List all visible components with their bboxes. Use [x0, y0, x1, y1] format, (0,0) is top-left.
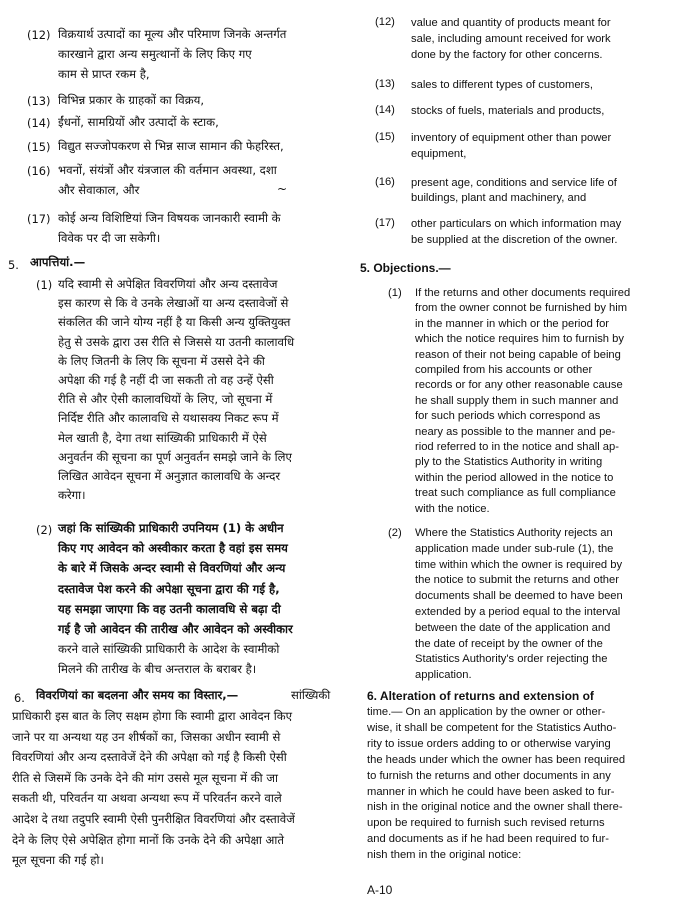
item-number: (17)	[27, 212, 51, 226]
subrule-text-line: निर्दिष्ट रीति और कालावधि से यथासक्य निकट रूप में	[58, 411, 279, 426]
subrule-text-line: in the manner in which or the period for	[415, 317, 610, 330]
item-text-line: काम से प्राप्त रकम है,	[58, 67, 150, 81]
subrule-text-line: documents shall be deemed to have been	[415, 590, 623, 603]
subrule-text-line: the date of receipt by the owner of the	[415, 637, 603, 650]
item-number: (12)	[375, 16, 395, 28]
item-text-line: buildings, plant and machinery, and	[411, 192, 587, 204]
item-text-line: be supplied at the discretion of the owner.	[411, 234, 618, 246]
section-6-heading: 6. Alteration of returns and extension of	[367, 689, 594, 703]
subrule-text-line: Statistics Authority's order rejecting the	[415, 653, 608, 666]
item-number: (16)	[27, 164, 51, 178]
section-text-line: रीति से जिसमें कि उनके देने की मांग उससे मूल सूचना में की जा	[12, 770, 278, 785]
item-text-line: done by the factory for other concerns.	[411, 49, 603, 61]
subrule-text-line: which the notice requires him to furnish by	[415, 333, 624, 346]
subrule-text-line: application made under sub-rule (1), the	[415, 542, 614, 555]
subrule-text-line: अपेक्षा की गई है नहीं दी जा सकती तो वह उन्हें ऐसी	[58, 373, 274, 387]
section-5-title: आपत्तियां.—	[30, 255, 86, 269]
section-6-first-word: सांख्यिकी	[291, 688, 331, 702]
section-text-line: विवरणियां और अन्य दस्तावेजें देने की अपेक्षा को गई है किसी ऐसी	[12, 750, 287, 765]
subrule-text-line: यदि स्वामी से अपेक्षित विवरणियां और अन्य दस्तावेज	[58, 277, 278, 291]
section-6-title: विवरणियां का बदलना और समय का विस्तार,—	[36, 688, 239, 702]
section-text-line: and documents as if he had been required to fur-	[367, 833, 609, 846]
subrule-text-line: इस कारण से कि वे उनके लेखाओं या अन्य दस्तावेजों से	[58, 296, 289, 311]
item-number: (17)	[375, 217, 395, 229]
subrule-text-line: मेल खाती है, देगा तथा सांख्यिकी प्राधिकारी में ऐसे	[58, 430, 267, 445]
subrule-text-line: the notice to submit the returns and other	[415, 574, 619, 587]
section-text-line: manner in which he could have been asked to fur-	[367, 785, 615, 798]
item-text-line: ईंधनों, सामग्रियों और उत्पादों के स्टाक,	[58, 115, 219, 129]
item-number: (16)	[375, 176, 395, 188]
subrule-text-line: जहां कि सांख्यिकी प्राधिकारी उपनियम (1) के अधीन	[58, 521, 284, 535]
subrule-text-line: records or for any other reasonable cause	[415, 379, 623, 392]
item-text-line: कोई अन्य विशिष्टियां जिन विषयक जानकारी स्वामी के	[58, 211, 281, 225]
subrule-text-line: with the notice.	[415, 502, 490, 515]
section-text-line: rity to issue orders adding to or otherwise varying	[367, 737, 611, 750]
section-text-line: सकती थी, परिवर्तन या अथवा अन्यथा रूप में परिवर्तन करने वाले	[12, 791, 282, 806]
subrule-text-line: he shall supply them in such manner and	[415, 394, 619, 407]
subrule-text-line: riod referred to in the notice and shall ap-	[415, 441, 619, 453]
section-6-number: 6.	[14, 691, 25, 705]
subrule-text-line: करने वाले सांख्यिकी प्राधिकारी के आदेश के स्वामीको	[58, 642, 280, 657]
section-text-line: आदेश दे तथा तदुपरि स्वामी ऐसी पुनरीक्षित विवरणियां और दस्तावेजें	[12, 812, 295, 826]
subrule-text-line: for such periods which correspond as	[415, 410, 601, 423]
section-5-heading: 5. Objections.—	[360, 261, 451, 275]
section-text-line: wise, it shall be competent for the Statistics Autho-	[367, 721, 617, 734]
item-text-line: inventory of equipment other than power	[411, 132, 612, 144]
subrule-text-line: के लिए जितनी के लिए कि सूचना में उससे देने की	[58, 353, 265, 368]
subrule-text-line: time within which the owner is required by	[415, 558, 623, 571]
subrule-number: (2)	[36, 523, 53, 537]
item-text-line: विद्युत सज्जोपकरण से भिन्न साज सामान की फेहरिस्त,	[58, 139, 284, 153]
item-text-line: other particulars on which information may	[411, 218, 622, 230]
item-text-line: present age, conditions and service life of	[411, 177, 617, 189]
item-number: (14)	[375, 104, 395, 116]
section-5-number: 5.	[8, 258, 19, 272]
subrule-text-line: ply to the Statistics Authority in writing	[415, 456, 603, 469]
item-text-line: value and quantity of products meant for	[411, 17, 611, 29]
item-text-line: विक्रयार्थ उत्पादों का मूल्य और परिमाण जिनके अन्तर्गत	[58, 27, 287, 41]
subrule-text-line: यह समझा जाएगा कि वह उतनी कालावधि से बढ़ा दी	[58, 601, 281, 616]
subrule-number: (1)	[388, 287, 402, 299]
subrule-text-line: application.	[415, 669, 472, 682]
subrule-text-line: लिखित आवेदन सूचना में अनुज्ञात कालावधि के अन्दर	[58, 469, 281, 483]
item-text-line: भवनों, संयंत्रों और यंत्रजाल की वर्तमान अवस्था, दशा	[58, 163, 277, 177]
subrule-number: (2)	[388, 527, 402, 539]
subrule-text-line: within the period allowed in the notice to	[415, 471, 614, 484]
item-number: (15)	[27, 140, 51, 154]
section-text-line: upon be required to furnish such revised returns	[367, 817, 605, 830]
subrule-text-line: If the returns and other documents required	[415, 287, 631, 299]
section-text-line: मूल सूचना की गई हो।	[12, 853, 104, 868]
page-number: A-10	[367, 883, 393, 897]
section-text-line: प्राधिकारी इस बात के लिए सक्षम होगा कि स्वामी द्वारा आवेदन किए	[12, 709, 293, 723]
section-text-line: nish in the original notice and the owner shall there-	[367, 801, 623, 814]
subrule-text-line: compiled from his accounts or other	[415, 364, 593, 376]
item-text-line: कारखाने द्वारा अन्य समुत्थानों के लिए किए गए	[58, 47, 252, 61]
subrule-text-line: Where the Statistics Authority rejects an	[415, 527, 613, 539]
item-text-line: विवेक पर दी जा सकेगी।	[58, 231, 161, 245]
item-text-line: और सेवाकाल, और	[58, 183, 140, 197]
section-text-line: देने के लिए ऐसे अपेक्षित होगा मानों कि उनके देने की अपेक्षा आते	[12, 832, 284, 847]
subrule-number: (1)	[36, 278, 53, 292]
item-text-line: sale, including amount received for work	[411, 33, 611, 45]
subrule-text-line: from the owner connot be furnished by him	[415, 302, 628, 315]
subrule-text-line: करेगा।	[58, 488, 86, 503]
subrule-text-line: संकलित की जाने योग्य नहीं है या किसी अन्य युक्तियुक्त	[58, 315, 291, 330]
item-text-line: विभिन्न प्रकार के ग्राहकों का विक्रय,	[58, 93, 205, 107]
subrule-text-line: treat such compliance as full compliance	[415, 487, 616, 500]
subrule-text-line: गई है जो आवेदन की तारीख और आवेदन को अस्वीकार	[58, 622, 293, 636]
section-text-line: to furnish the returns and other documents in any	[367, 769, 611, 782]
item-number: (15)	[375, 131, 395, 143]
item-number: (12)	[27, 28, 51, 42]
subrule-text-line: अनुवर्तन की सूचना का पूर्ण अनुवर्तन समझे जाने के लिए	[58, 449, 292, 464]
section-text-line: time.— On an application by the owner or other-	[367, 706, 606, 718]
subrule-text-line: between the date of the application and	[415, 621, 611, 634]
subrule-text-line: किए गए आवेदन को अस्वीकार करता है वहां इस समय	[58, 541, 288, 556]
subrule-text-line: रीति से और ऐसी कालावधियों के लिए, जो सूचना में	[58, 392, 273, 407]
section-text-line: जाने पर या अन्यथा यह उन शीर्षकों का, जिसका अधीन स्वामी से	[12, 729, 281, 744]
subrule-text-line: दस्तावेज पेश करने की अपेक्षा सूचना द्वारा की गई है,	[58, 581, 280, 596]
subrule-text-line: के बारे में जिसके अन्दर स्वामी से विवरणियां और अन्य	[58, 561, 286, 576]
item-number: (14)	[27, 116, 51, 130]
section-text-line: nish them in the original notice:	[367, 849, 522, 862]
item-number: (13)	[375, 78, 395, 90]
subrule-text-line: reason of their not being capable of being	[415, 348, 621, 361]
item-text-line: stocks of fuels, materials and products,	[411, 105, 605, 117]
pen-mark: ~	[277, 182, 288, 196]
item-number: (13)	[27, 94, 51, 108]
section-text-line: the heads under which the owner has been required	[367, 753, 626, 766]
subrule-text-line: extended by a period equal to the interval	[415, 606, 621, 618]
subrule-text-line: मिलने की तारीख के बीच अन्तराल के बराबर है।	[58, 662, 257, 677]
subrule-text-line: neary as possible to the manner and pe-	[415, 425, 616, 438]
item-text-line: sales to different types of customers,	[411, 79, 593, 91]
subrule-text-line: हेतु से उसके द्वारा उस रीति से जिससे या उतनी कालावधि	[58, 334, 295, 349]
item-text-line: equipment,	[411, 148, 467, 160]
